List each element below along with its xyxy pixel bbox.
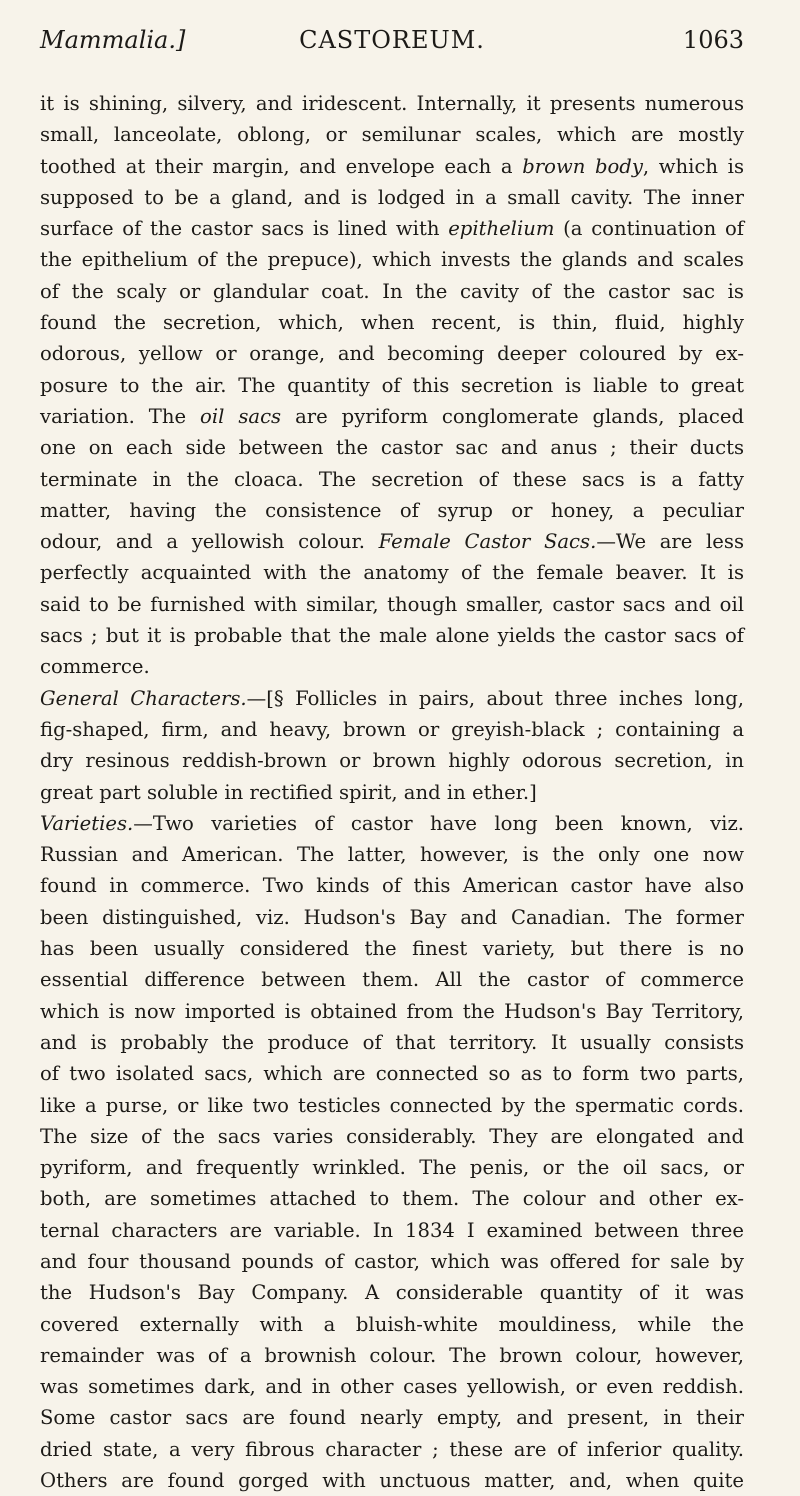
text-run: —Two varieties of castor have long been known, viz. [133,811,744,835]
text-run: of the scaly or glandular coat. In the cavity of the castor sac is [40,279,744,303]
text-line [40,244,744,275]
text-line [40,338,744,369]
text-run: has been usually considered the finest variety, but there is no [40,937,744,961]
text-run: found in commerce. Two kinds of this American castor have also [40,874,744,898]
text-line [40,777,744,808]
text-run: , which is [642,154,744,178]
text-line [40,119,744,150]
text-run: the epithelium of the prepuce), which invests the glands and scales [40,248,744,272]
text-run: sacs ; but it is probable that the male alone yields the castor sacs of [40,624,744,648]
text-line [40,1277,744,1308]
text-line [40,620,744,651]
text-run: and is probably the produce of that territory. It usually consists [40,1030,744,1054]
text-run: perfectly acquainted with the anatomy of the female beaver. It is [40,561,744,585]
italic-text-run: General Characters. [40,686,247,710]
text-run: said to be furnished with similar, though smaller, castor sacs and oil [40,592,744,616]
text-line [40,495,744,526]
text-run: Some castor sacs are found nearly empty, and present, in their [40,1406,744,1430]
text-line [40,1152,744,1183]
italic-text-run: Female Castor Sacs. [378,530,597,554]
text-line [40,1246,744,1277]
text-line [40,432,744,463]
text-line [40,1340,744,1371]
body-text [40,88,744,1496]
text-run: ternal characters are variable. In 1834 I examined between three [40,1218,744,1242]
text-run: (a continuation of [554,217,744,241]
text-line [40,902,744,933]
text-run: of two isolated sacs, which are connected so as to form two parts, [40,1062,744,1086]
text-line [40,996,744,1027]
italic-text-run: brown body [522,154,643,178]
text-run: both, are sometimes attached to them. The colour and other ex- [40,1187,744,1211]
text-line [40,1465,744,1496]
text-run: found the secretion, which, when recent, is thin, fluid, highly [40,311,744,335]
text-line [40,1309,744,1340]
text-run: variation. The [40,404,201,428]
text-run: like a purse, or like two testicles connected by the spermatic cords. [40,1093,744,1117]
text-run: was sometimes dark, and in other cases yellowish, or even reddish. [40,1375,744,1399]
text-run: covered externally with a bluish-white mouldiness, while the [40,1312,744,1336]
text-line [40,683,744,714]
text-run: and four thousand pounds of castor, which was offered for sale by [40,1249,744,1273]
text-line [40,557,744,588]
text-run: toothed at their margin, and envelope each a [40,154,523,178]
text-run: which is now imported is obtained from the Hudson's Bay Territory, [40,999,744,1023]
text-run: great part soluble in rectified spirit, and in ether.] [40,780,537,804]
text-line [40,276,744,307]
text-run: —We are less [596,530,744,554]
text-line [40,964,744,995]
text-line [40,1402,744,1433]
text-line [40,1183,744,1214]
text-line [40,1121,744,1152]
italic-text-run: Varieties. [40,811,134,835]
text-line [40,745,744,776]
text-run: terminate in the cloaca. The secretion of these sacs is a fatty [40,467,744,491]
text-run: Others are found gorged with unctuous matter, and, when quite [40,1469,744,1493]
text-line [40,1371,744,1402]
text-line [40,370,744,401]
text-line [40,151,744,182]
text-run: remainder was of a brownish colour. The brown colour, however, [40,1343,744,1367]
text-run: supposed to be a gland, and is lodged in a small cavity. The inner [40,185,744,209]
text-run: dry resinous reddish-brown or brown highly odorous secretion, in [40,749,744,773]
page-number: 1063 [682,26,744,54]
text-run: The size of the sacs varies considerably. They are elongated and [40,1124,744,1148]
text-run: surface of the castor sacs is lined with [40,217,449,241]
text-line [40,464,744,495]
text-run: small, lanceolate, oblong, or semilunar scales, which are mostly [40,123,744,147]
text-line [40,1090,744,1121]
text-run: commerce. [40,655,150,679]
text-line [40,651,744,682]
text-line [40,526,744,557]
text-line [40,1027,744,1058]
text-run: the Hudson's Bay Company. A considerable quantity of it was [40,1281,744,1305]
text-run: posure to the air. The quantity of this secretion is liable to great [40,373,744,397]
text-run: odour, and a yellowish colour. [40,530,379,554]
text-run: odorous, yellow or orange, and becoming deeper coloured by ex- [40,342,744,366]
italic-text-run: oil sacs [200,404,282,428]
text-line [40,589,744,620]
text-run: fig-shaped, firm, and heavy, brown or greyish-black ; containing a [40,717,744,741]
section-label: Mammalia.] [40,26,186,54]
page-title: CASTOREUM. [299,26,485,54]
text-run: been distinguished, viz. Hudson's Bay and Canadian. The former [40,905,744,929]
text-run: —[§ Follicles in pairs, about three inches long, [246,686,744,710]
text-run: Russian and American. The latter, however, is the only one now [40,843,744,867]
text-line [40,714,744,745]
text-line [40,839,744,870]
text-line [40,933,744,964]
text-line [40,213,744,244]
text-line [40,182,744,213]
text-run: dried state, a very fibrous character ; these are of inferior quality. [40,1437,744,1461]
text-run: matter, having the consistence of syrup or honey, a peculiar [40,498,744,522]
text-line [40,307,744,338]
text-run: essential difference between them. All the castor of commerce [40,968,744,992]
text-line [40,88,744,119]
italic-text-run: epithelium [448,217,555,241]
text-run: it is shining, silvery, and iridescent. Internally, it presents numerous [40,92,744,115]
text-line [40,1434,744,1465]
text-line [40,1215,744,1246]
text-line [40,808,744,839]
text-run: pyriform, and frequently wrinkled. The penis, or the oil sacs, or [40,1156,744,1180]
text-run: one on each side between the castor sac and anus ; their ducts [40,436,744,460]
text-line [40,1058,744,1089]
text-line [40,870,744,901]
text-line [40,401,744,432]
text-run: are pyriform conglomerate glands, placed [281,404,744,428]
running-header [40,26,744,70]
